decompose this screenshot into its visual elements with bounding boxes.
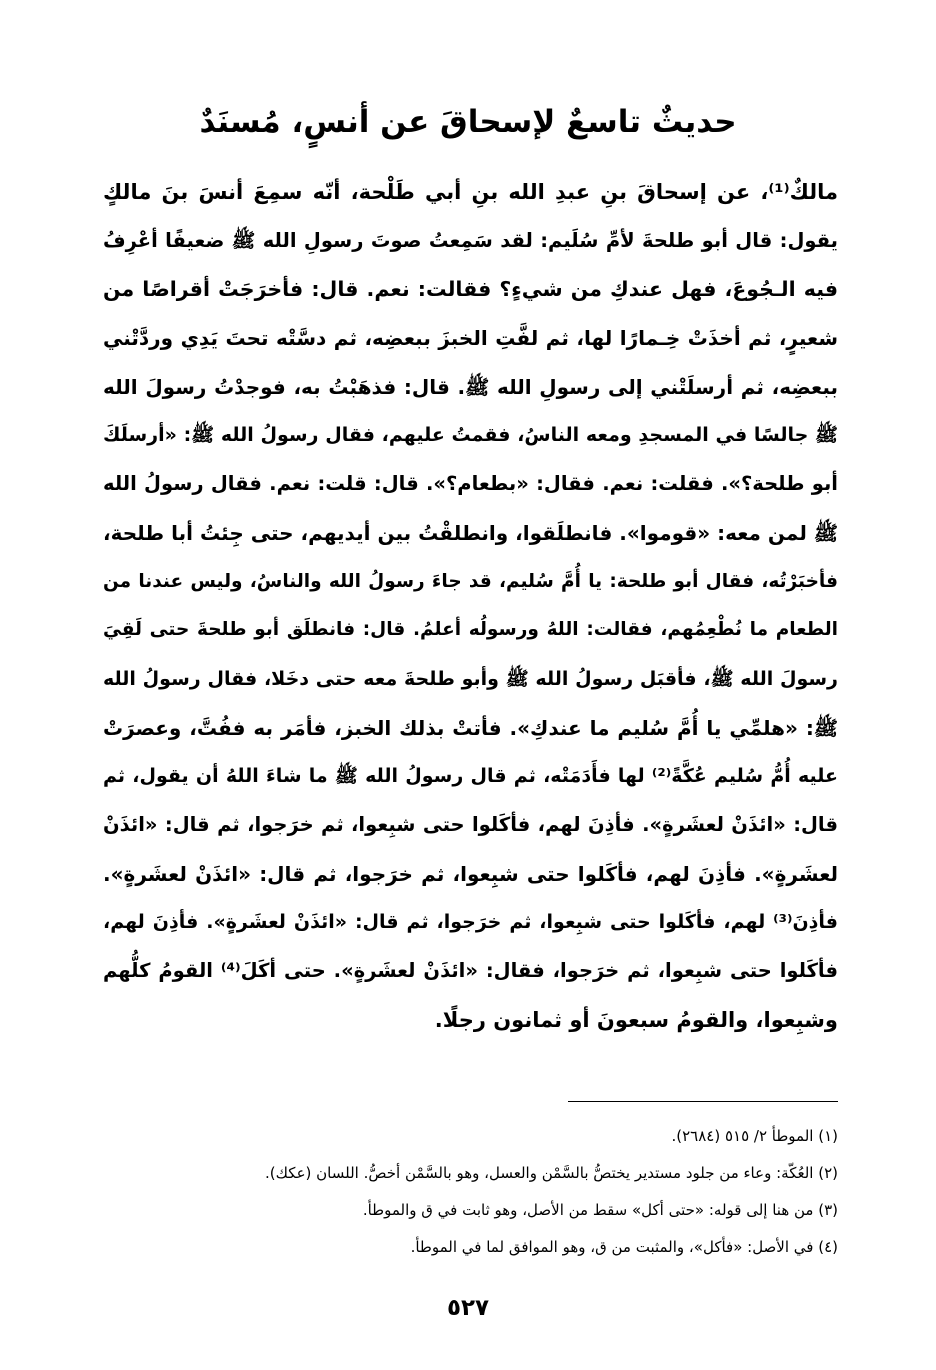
body-line: فيه الـجُوعَ، فهل عندكِ من شيءٍ؟ فقالت: نعم. قال: فأخرَجَتْ أقراصًا من <box>103 277 838 302</box>
body-line: ﷺ: «هلمِّي يا أُمَّ سُليم ما عندكِ». فأتتْ بذلك الخبز، فأمَر به ففُتَّ، وعصرَتْ <box>103 715 838 740</box>
body-line: فأخبَرْتُه، فقال أبو طلحة: يا أُمَّ سُليم، قد جاءَ رسولُ الله والناسُ، وليس عندنا من <box>103 570 838 592</box>
page-number: ٥٢٧ <box>446 1295 490 1321</box>
footnote-separator <box>568 1101 838 1102</box>
body-line-last: وشبِعوا، والقومُ سبعونَ أو ثمانون رجلًا. <box>434 1007 838 1032</box>
body-line: فأكَلوا حتى شبِعوا، ثم خرَجوا، فقال: «ائذَنْ لعشَرةٍ». حتى أكَلَ⁽⁴⁾ القومُ كلُّهم <box>103 959 839 982</box>
body-line: رسولَ الله ﷺ، فأقبَل رسولُ الله ﷺ وأبو طلحةَ معه حتى دخَلا، فقال رسولُ الله <box>103 667 838 690</box>
body-line: أبو طلحة؟». فقلت: نعم. فقال: «بطعام؟». قال: قلت: نعم. فقال رسولُ الله <box>103 472 838 496</box>
body-line: فأذِنَ⁽³⁾ لهم، فأكَلوا حتى شبِعوا، ثم خرَجوا، ثم قال: «ائذَنْ لعشَرةٍ». فأذِنَ لهم، <box>103 911 838 934</box>
body-line: يقول: قال أبو طلحةَ لأمِّ سُلَيم: لقد سَمِعتُ صوتَ رسولِ الله ﷺ ضعيفًا أعْرِفُ <box>103 228 838 252</box>
body-line: شعيرٍ، ثم أخذَتْ خِـمارًا لها، ثم لفَّتِ الخبزَ ببعضِه، ثم دسَّتْه تحتَ يَدِي وردَّتْني <box>103 326 838 351</box>
body-line: ﷺ لمن معه: «قوموا». فانطلَقوا، وانطلقْتُ بين أيديهم، حتى جِئتُ أبا طلحة، <box>103 520 838 545</box>
body-line: عليه أُمُّ سُليم عُكَّةً⁽²⁾ لها فأَدَمَتْه، ثم قال رسولُ الله ﷺ ما شاءَ اللهُ أن يقول، ثم <box>103 765 838 788</box>
body-line: ببعضِه، ثم أرسلَتْني إلى رسولِ الله ﷺ. قال: فذهَبْتُ به، فوجدْتُ رسولَ الله <box>103 374 838 399</box>
footnote-2: (٢) العُكّة: وعاء من جلود مستدير يختصُّ بالسَّمْن والعسل، وهو بالسَّمْن أخصُّ. اللسان (عكك). <box>265 1164 838 1182</box>
footnote-3: (٣) من هنا إلى قوله: «حتى أكل» سقط من الأصل، وهو ثابت في ق والموطأ. <box>362 1201 838 1219</box>
footnote-1: (١) الموطأ ٢/ ٥١٥ (٢٦٨٤). <box>671 1127 838 1145</box>
footnotes <box>103 1118 838 1266</box>
hadith-body <box>103 168 838 1044</box>
footnote-4: (٤) في الأصل: «فأكل»، والمثبت من ق، وهو الموافق لما في الموطأ. <box>410 1238 838 1256</box>
hadith-title: حديثٌ تاسعٌ لإسحاقَ عن أنسٍ، مُسنَدٌ <box>199 104 737 140</box>
body-line: الطعام ما نُطْعِمُهم، فقالت: اللهُ ورسولُه أعلمُ. قال: فانطلَق أبو طلحةَ حتى لَقِيَ <box>103 619 838 641</box>
body-line: قال: «ائذَنْ لعشَرةٍ». فأذِنَ لهم، فأكَلوا حتى شبِعوا، ثم خرَجوا، ثم قال: «ائذَنْ <box>103 812 838 836</box>
body-line: لعشَرةٍ». فأذِنَ لهم، فأكَلوا حتى شبِعوا، ثم خرَجوا، ثم قال: «ائذَنْ لعشَرةٍ». <box>103 861 838 886</box>
body-line: مالكٌ⁽¹⁾، عن إسحاقَ بنِ عبدِ الله بنِ أبي طَلْحة، أنّه سمِعَ أنسَ بنَ مالكٍ <box>103 180 838 204</box>
body-line: ﷺ جالسًا في المسجدِ ومعه الناسُ، فقمتُ عليهم، فقال رسولُ الله ﷺ: «أرسلَكَ <box>103 424 838 447</box>
